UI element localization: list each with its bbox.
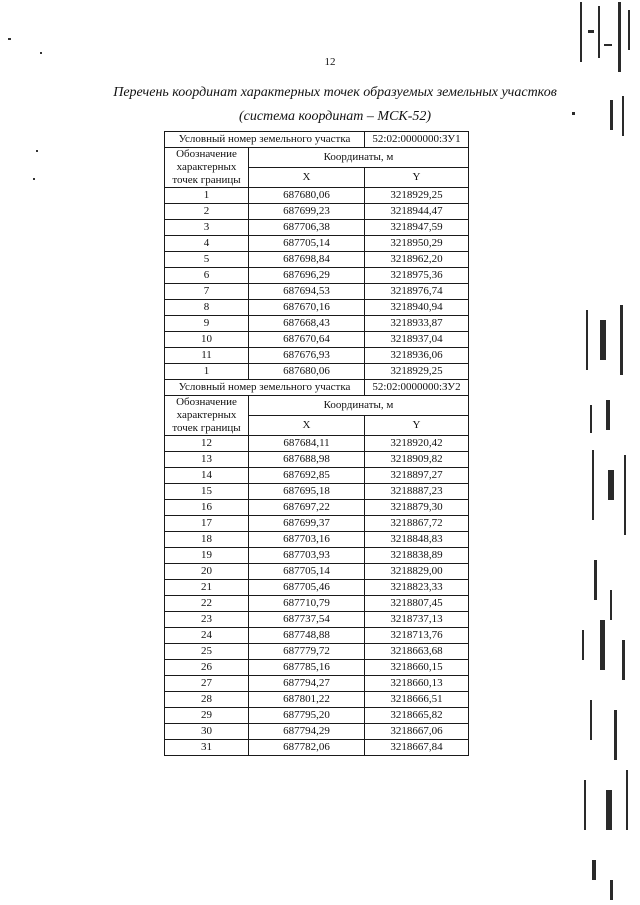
table-row xyxy=(165,660,469,676)
point-number-cell: 6 xyxy=(165,268,249,284)
coordinates-header: Координаты, м xyxy=(249,148,469,168)
table-row xyxy=(165,236,469,252)
x-coordinate-cell: 687785,16 xyxy=(249,660,365,676)
point-number-cell: 19 xyxy=(165,548,249,564)
table-row xyxy=(165,468,469,484)
y-coordinate-cell: 3218944,47 xyxy=(365,204,469,220)
table-row xyxy=(165,284,469,300)
table-row xyxy=(165,348,469,364)
y-column-header: Y xyxy=(365,416,469,436)
x-coordinate-cell: 687695,18 xyxy=(249,484,365,500)
point-number-cell: 11 xyxy=(165,348,249,364)
coordinate-system-subtitle: (система координат – МСК-52) xyxy=(238,109,432,124)
parcel-header-row xyxy=(165,380,469,396)
y-coordinate-cell: 3218976,74 xyxy=(365,284,469,300)
y-coordinate-cell: 3218660,15 xyxy=(365,660,469,676)
table-row xyxy=(165,452,469,468)
table-row xyxy=(165,252,469,268)
y-coordinate-cell: 3218950,29 xyxy=(365,236,469,252)
x-coordinate-cell: 687692,85 xyxy=(249,468,365,484)
x-coordinate-cell: 687696,29 xyxy=(249,268,365,284)
table-row xyxy=(165,740,469,756)
point-number-cell: 25 xyxy=(165,644,249,660)
point-number-cell: 8 xyxy=(165,300,249,316)
table-row xyxy=(165,220,469,236)
parcel-id: 52:02:0000000:ЗУ2 xyxy=(365,380,469,396)
y-coordinate-cell: 3218663,68 xyxy=(365,644,469,660)
parcel-number-label: Условный номер земельного участка xyxy=(165,380,365,396)
table-row xyxy=(165,596,469,612)
x-coordinate-cell: 687710,79 xyxy=(249,596,365,612)
y-coordinate-cell: 3218897,27 xyxy=(365,468,469,484)
table-row xyxy=(165,564,469,580)
x-coordinate-cell: 687688,98 xyxy=(249,452,365,468)
x-coordinate-cell: 687801,22 xyxy=(249,692,365,708)
table-row xyxy=(165,268,469,284)
point-number-cell: 1 xyxy=(165,364,249,380)
y-coordinate-cell: 3218887,23 xyxy=(365,484,469,500)
y-coordinate-cell: 3218838,89 xyxy=(365,548,469,564)
y-coordinate-cell: 3218962,20 xyxy=(365,252,469,268)
point-number-cell: 21 xyxy=(165,580,249,596)
x-coordinate-cell: 687694,53 xyxy=(249,284,365,300)
y-coordinate-cell: 3218807,45 xyxy=(365,596,469,612)
point-number-cell: 29 xyxy=(165,708,249,724)
table-row xyxy=(165,676,469,692)
x-coordinate-cell: 687706,38 xyxy=(249,220,365,236)
scan-speck xyxy=(33,178,35,180)
y-coordinate-cell: 3218936,06 xyxy=(365,348,469,364)
y-coordinate-cell: 3218823,33 xyxy=(365,580,469,596)
parcel-id: 52:02:0000000:ЗУ1 xyxy=(365,132,469,148)
point-number-cell: 9 xyxy=(165,316,249,332)
point-number-cell: 3 xyxy=(165,220,249,236)
table-row xyxy=(165,612,469,628)
parcel-header-row xyxy=(165,132,469,148)
y-coordinate-cell: 3218929,25 xyxy=(365,364,469,380)
x-coordinate-cell: 687699,37 xyxy=(249,516,365,532)
point-number-cell: 24 xyxy=(165,628,249,644)
x-coordinate-cell: 687782,06 xyxy=(249,740,365,756)
y-coordinate-cell: 3218848,83 xyxy=(365,532,469,548)
y-coordinate-cell: 3218667,84 xyxy=(365,740,469,756)
scan-speck xyxy=(8,38,11,40)
points-column-header: Обозначение характерных точек границы xyxy=(165,148,249,188)
table-row xyxy=(165,332,469,348)
point-number-cell: 13 xyxy=(165,452,249,468)
point-number-cell: 31 xyxy=(165,740,249,756)
x-coordinate-cell: 687699,23 xyxy=(249,204,365,220)
table-row xyxy=(165,364,469,380)
y-coordinate-cell: 3218929,25 xyxy=(365,188,469,204)
point-number-cell: 17 xyxy=(165,516,249,532)
y-coordinate-cell: 3218940,94 xyxy=(365,300,469,316)
point-number-cell: 7 xyxy=(165,284,249,300)
x-coordinate-cell: 687703,16 xyxy=(249,532,365,548)
x-column-header: X xyxy=(249,416,365,436)
page-number: 12 xyxy=(324,56,336,68)
y-column-header: Y xyxy=(365,168,469,188)
table-row xyxy=(165,708,469,724)
x-coordinate-cell: 687668,43 xyxy=(249,316,365,332)
x-column-header: X xyxy=(249,168,365,188)
y-coordinate-cell: 3218920,42 xyxy=(365,436,469,452)
x-coordinate-cell: 687684,11 xyxy=(249,436,365,452)
x-coordinate-cell: 687748,88 xyxy=(249,628,365,644)
y-coordinate-cell: 3218975,36 xyxy=(365,268,469,284)
x-coordinate-cell: 687779,72 xyxy=(249,644,365,660)
y-coordinate-cell: 3218933,87 xyxy=(365,316,469,332)
point-number-cell: 20 xyxy=(165,564,249,580)
y-coordinate-cell: 3218867,72 xyxy=(365,516,469,532)
table-row xyxy=(165,316,469,332)
point-number-cell: 27 xyxy=(165,676,249,692)
y-coordinate-cell: 3218879,30 xyxy=(365,500,469,516)
y-coordinate-cell: 3218660,13 xyxy=(365,676,469,692)
point-number-cell: 1 xyxy=(165,188,249,204)
scan-edge-artifacts xyxy=(570,0,640,905)
table-row xyxy=(165,436,469,452)
point-number-cell: 14 xyxy=(165,468,249,484)
scan-speck xyxy=(40,52,42,54)
column-header-row xyxy=(165,148,469,168)
y-coordinate-cell: 3218713,76 xyxy=(365,628,469,644)
scan-speck xyxy=(36,150,38,152)
table-row xyxy=(165,692,469,708)
point-number-cell: 10 xyxy=(165,332,249,348)
x-coordinate-cell: 687680,06 xyxy=(249,364,365,380)
column-header-row xyxy=(165,396,469,416)
x-coordinate-cell: 687705,14 xyxy=(249,564,365,580)
points-column-header: Обозначение характерных точек границы xyxy=(165,396,249,436)
x-coordinate-cell: 687698,84 xyxy=(249,252,365,268)
y-coordinate-cell: 3218937,04 xyxy=(365,332,469,348)
y-coordinate-cell: 3218665,82 xyxy=(365,708,469,724)
point-number-cell: 15 xyxy=(165,484,249,500)
point-number-cell: 5 xyxy=(165,252,249,268)
table-row xyxy=(165,548,469,564)
x-coordinate-cell: 687697,22 xyxy=(249,500,365,516)
x-coordinate-cell: 687705,14 xyxy=(249,236,365,252)
x-coordinate-cell: 687670,16 xyxy=(249,300,365,316)
document-title: Перечень координат характерных точек образуемых земельных участков xyxy=(113,85,557,100)
point-number-cell: 12 xyxy=(165,436,249,452)
point-number-cell: 22 xyxy=(165,596,249,612)
x-coordinate-cell: 687680,06 xyxy=(249,188,365,204)
x-coordinate-cell: 687794,29 xyxy=(249,724,365,740)
x-coordinate-cell: 687703,93 xyxy=(249,548,365,564)
point-number-cell: 2 xyxy=(165,204,249,220)
table-row xyxy=(165,500,469,516)
coordinates-header: Координаты, м xyxy=(249,396,469,416)
table-row xyxy=(165,516,469,532)
x-coordinate-cell: 687737,54 xyxy=(249,612,365,628)
table-row xyxy=(165,644,469,660)
point-number-cell: 4 xyxy=(165,236,249,252)
point-number-cell: 16 xyxy=(165,500,249,516)
table-row xyxy=(165,580,469,596)
table-row xyxy=(165,204,469,220)
y-coordinate-cell: 3218667,06 xyxy=(365,724,469,740)
x-coordinate-cell: 687795,20 xyxy=(249,708,365,724)
parcel-number-label: Условный номер земельного участка xyxy=(165,132,365,148)
table-row xyxy=(165,300,469,316)
coordinates-table xyxy=(164,131,469,756)
y-coordinate-cell: 3218947,59 xyxy=(365,220,469,236)
point-number-cell: 26 xyxy=(165,660,249,676)
table-row xyxy=(165,628,469,644)
y-coordinate-cell: 3218829,00 xyxy=(365,564,469,580)
table-row xyxy=(165,484,469,500)
table-row xyxy=(165,724,469,740)
point-number-cell: 28 xyxy=(165,692,249,708)
y-coordinate-cell: 3218737,13 xyxy=(365,612,469,628)
x-coordinate-cell: 687676,93 xyxy=(249,348,365,364)
table-row xyxy=(165,188,469,204)
x-coordinate-cell: 687794,27 xyxy=(249,676,365,692)
point-number-cell: 23 xyxy=(165,612,249,628)
x-coordinate-cell: 687670,64 xyxy=(249,332,365,348)
x-coordinate-cell: 687705,46 xyxy=(249,580,365,596)
point-number-cell: 18 xyxy=(165,532,249,548)
point-number-cell: 30 xyxy=(165,724,249,740)
y-coordinate-cell: 3218909,82 xyxy=(365,452,469,468)
y-coordinate-cell: 3218666,51 xyxy=(365,692,469,708)
table-row xyxy=(165,532,469,548)
